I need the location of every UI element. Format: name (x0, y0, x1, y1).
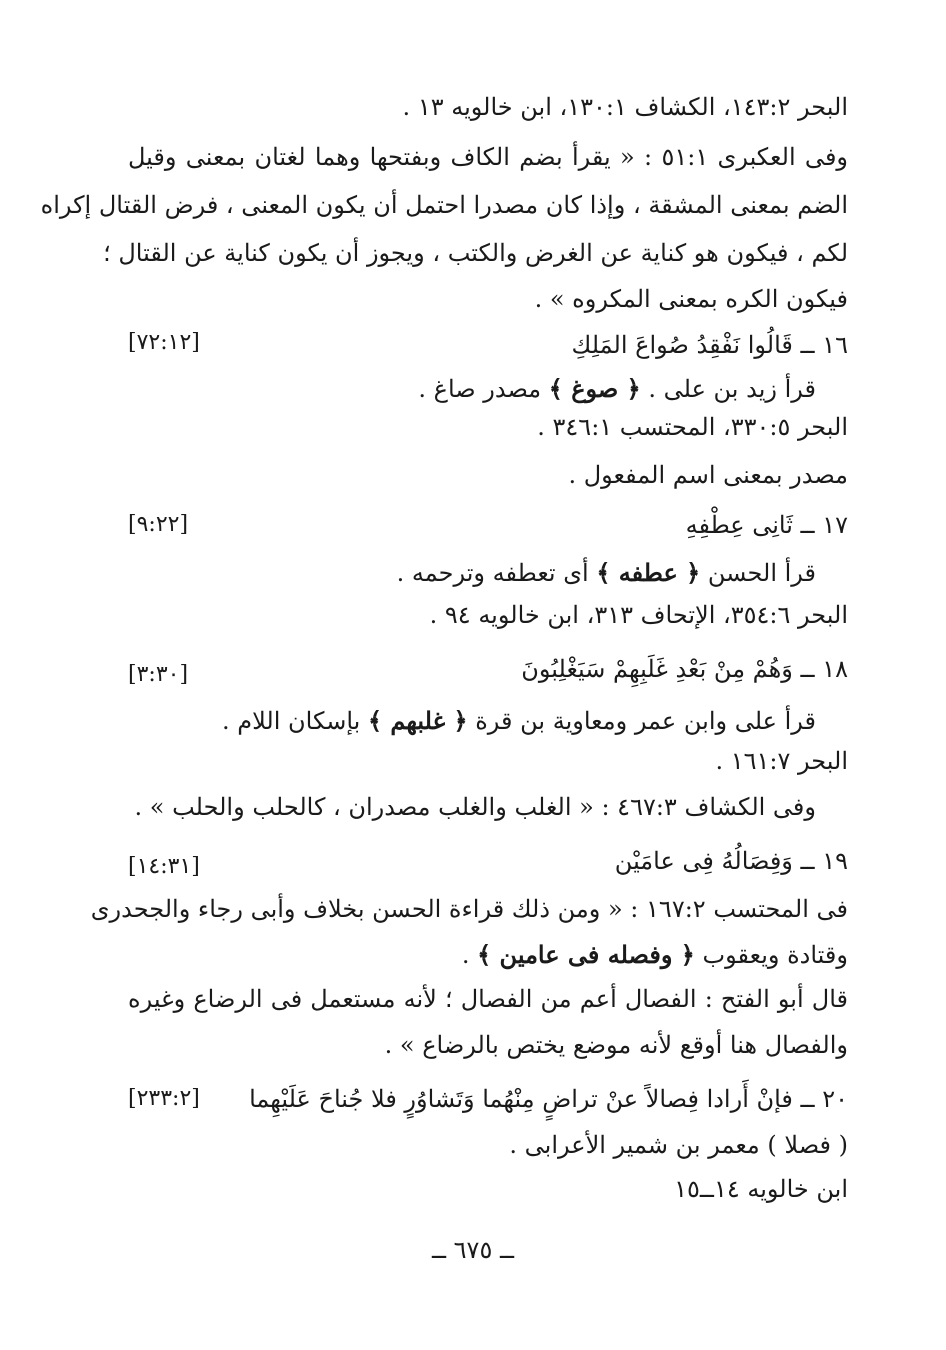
commentary-line: فى المحتسب ١٦٧:٢ : « ومن ذلك قراءة الحسن بخلاف وأبى رجاء والجحدرى (90, 895, 848, 923)
reading-word: ﴿ وفصله فى عامين ﴾ (477, 940, 695, 969)
verse-citation-19: [١٤:٣١] (128, 854, 200, 879)
reading-text: قرأ زيد بن على . (648, 375, 816, 403)
reading-line: ( فصلا ) معمر بن شمير الأعرابى . (509, 1131, 848, 1159)
commentary-line: قال أبو الفتح : الفصال أعم من الفصال ؛ لأنه مستعمل فى الرضاع وغيره (128, 985, 848, 1013)
reading-line (462, 938, 848, 972)
verse-heading-16: ١٦ ــ قَالُوا نَفْقِدُ صُواعَ المَلِكِ (571, 331, 848, 359)
verse-heading-18: ١٨ ــ وَهُمْ مِنْ بَعْدِ غَلَبِهِمْ سَيَغْلِبُونَ (521, 655, 848, 683)
reading-line (397, 556, 816, 590)
reading-text: . (461, 941, 470, 969)
page-number: ــ ٦٧٥ ــ (431, 1236, 515, 1264)
reading-word: ﴿ غلبهم ﴾ (367, 706, 468, 735)
reading-line (222, 704, 816, 738)
verse-heading-19: ١٩ ــ وَفِصَالُهُ فِى عامَيْن (614, 847, 848, 875)
reading-word: ﴿ عطفه ﴾ (596, 558, 701, 587)
reading-text: بإسكان اللام . (221, 707, 361, 735)
commentary-line: فيكون الكره بمعنى المكروه » . (534, 285, 848, 313)
commentary-line: والفصال هنا أوقع لأنه موضع يختص بالرضاع » . (384, 1031, 848, 1059)
commentary-line: لكم ، فيكون هو كناية عن الغرض والكتب ، ويجوز أن يكون كناية عن القتال ؛ (103, 239, 848, 267)
verse-citation-17: [٩:٢٢] (128, 512, 189, 537)
reading-text: قرأ الحسن (707, 559, 816, 587)
reading-word: ﴿ صوغ ﴾ (548, 374, 641, 403)
reference-line: البحر ١٦١:٧ . (715, 747, 848, 775)
commentary-line: وفى العكبرى ٥١:١ : « يقرأ بضم الكاف وبفتحها وهما لغتان بمعنى وقيل (128, 143, 849, 171)
reference-line: ابن خالويه ١٤ــ١٥ (674, 1175, 848, 1203)
verse-heading-17: ١٧ ــ ثَانِى عِطْفِهِ (685, 511, 848, 539)
reading-text: أى تعطفه وترحمه . (396, 559, 589, 587)
reference-line: البحر ٣٥٤:٦، الإتحاف ٣١٣، ابن خالويه ٩٤ . (429, 601, 848, 629)
reading-text: مصدر صاغ . (418, 375, 542, 403)
verse-citation-18: [٣:٣٠] (128, 662, 189, 687)
commentary-line: مصدر بمعنى اسم المفعول . (568, 461, 848, 489)
reading-text: وقتادة ويعقوب (702, 941, 848, 969)
reference-line: البحر ١٤٣:٢، الكشاف ١٣٠:١، ابن خالويه ١٣ . (402, 93, 848, 121)
verse-citation-16: [٧٢:١٢] (128, 330, 200, 355)
commentary-line: الضم بمعنى المشقة ، وإذا كان مصدرا احتمل أن يكون المعنى ، فرض القتال إكراه (40, 191, 848, 219)
commentary-line: وفى الكشاف ٤٦٧:٣ : « الغلب والغلب مصدران ، كالحلب والحلب » . (134, 793, 816, 821)
reading-line (418, 372, 816, 406)
reading-text: قرأ على وابن عمر ومعاوية بن قرة (475, 707, 816, 735)
reference-line: البحر ٣٣٠:٥، المحتسب ٣٤٦:١ . (537, 413, 848, 441)
verse-citation-20: [٢٣٣:٢] (128, 1086, 200, 1111)
verse-heading-20: ٢٠ ــ فإنْ أَرادا فِصالاً عنْ تراضٍ مِنْهُما وَتَشاوُرٍ فلا جُناحَ عَلَيْهِما (249, 1085, 848, 1113)
